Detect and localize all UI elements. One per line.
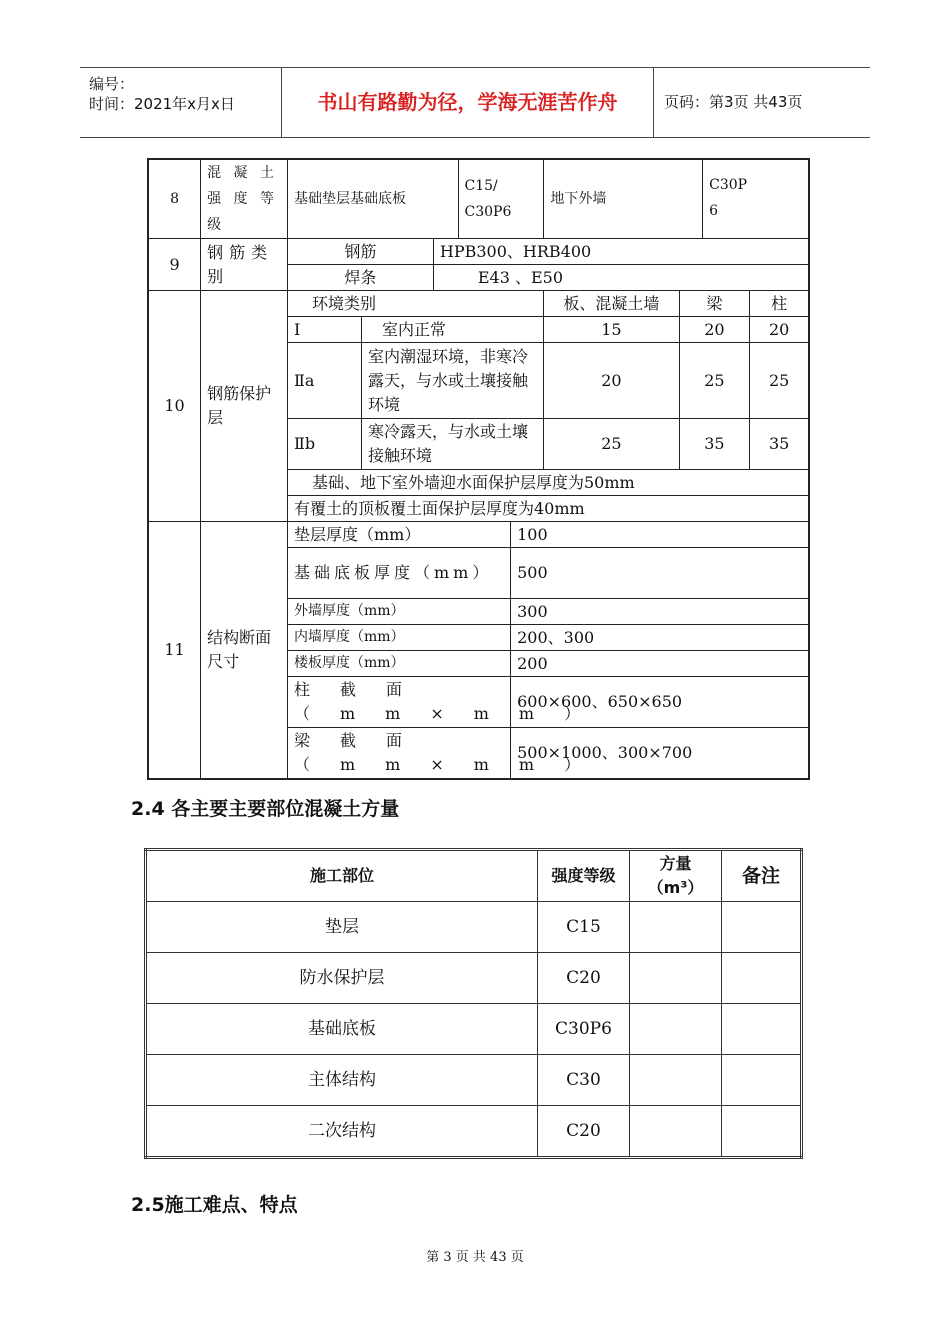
dimension-value: 300 bbox=[511, 599, 809, 625]
time-label: 时间：2021年x月x日 bbox=[89, 95, 235, 113]
table-row bbox=[148, 239, 809, 265]
env-class: Ⅱb bbox=[287, 419, 361, 470]
slab-cover: 25 bbox=[544, 419, 679, 470]
header-grade: 强度等级 bbox=[538, 850, 630, 902]
dimension-key: 内墙厚度（mm） bbox=[287, 625, 510, 651]
section-heading: 2.5施工难点、特点 bbox=[131, 1194, 298, 1216]
weld-value: E43 、E50 bbox=[433, 265, 809, 291]
header-info bbox=[80, 68, 280, 137]
table-row bbox=[146, 1055, 802, 1106]
note-cell bbox=[722, 1004, 802, 1055]
grade-cell: C20 bbox=[538, 953, 630, 1004]
env-desc: 室内正常 bbox=[361, 317, 543, 343]
beam-cover: 25 bbox=[679, 343, 750, 419]
table-row bbox=[148, 291, 809, 317]
grade-cell: C30 bbox=[538, 1055, 630, 1106]
part-cell: 二次结构 bbox=[146, 1106, 538, 1158]
grade-cell: C20 bbox=[538, 1106, 630, 1158]
env-class-header: 环境类别 bbox=[287, 291, 543, 317]
page-header bbox=[80, 67, 870, 138]
slab-header: 板、混凝土墙 bbox=[544, 291, 679, 317]
qty-cell bbox=[630, 902, 722, 953]
dimension-key: 外墙厚度（mm） bbox=[287, 599, 510, 625]
note-cell bbox=[722, 902, 802, 953]
cover-note-1: 基础、地下室外墙迎水面保护层厚度为50mm bbox=[287, 470, 809, 496]
dimension-key: 基础底板厚度（mm） bbox=[287, 548, 510, 599]
header-note: 备注 bbox=[722, 850, 802, 902]
slab-cover: 15 bbox=[544, 317, 679, 343]
row-number: 8 bbox=[148, 159, 201, 239]
dimension-value: 200、300 bbox=[511, 625, 809, 651]
dimension-value: 500×1000、300×700 bbox=[511, 728, 809, 779]
note-cell bbox=[722, 1055, 802, 1106]
qty-cell bbox=[630, 1055, 722, 1106]
column-cover: 20 bbox=[750, 317, 809, 343]
dimension-value: 500 bbox=[511, 548, 809, 599]
rebar-label: 钢筋 bbox=[287, 239, 433, 265]
row-number: 9 bbox=[148, 239, 201, 291]
section-heading: 2.4 各主要主要部位混凝土方量 bbox=[131, 798, 400, 820]
beam-cover: 20 bbox=[679, 317, 750, 343]
rebar-value: HPB300、HRB400 bbox=[433, 239, 809, 265]
table-row bbox=[146, 1004, 802, 1055]
dimension-value: 100 bbox=[511, 522, 809, 548]
env-class: Ⅰ bbox=[287, 317, 361, 343]
table-header-row bbox=[146, 850, 802, 902]
concrete-volume-table bbox=[144, 848, 803, 1159]
env-desc: 室内潮湿环境，非寒冷露天，与水或土壤接触环境 bbox=[361, 343, 543, 419]
concrete-part-1: 基础垫层基础底板 bbox=[287, 159, 458, 239]
table-row bbox=[148, 522, 809, 548]
concrete-part-2: 地下外墙 bbox=[544, 159, 703, 239]
cover-note-2: 有覆土的顶板覆土面保护层厚度为40mm bbox=[287, 496, 809, 522]
row-label: 混凝土强度等级 bbox=[201, 159, 288, 239]
table-row bbox=[146, 1106, 802, 1158]
slab-cover: 20 bbox=[544, 343, 679, 419]
row-number: 10 bbox=[148, 291, 201, 522]
dimension-key: 垫层厚度（mm） bbox=[287, 522, 510, 548]
table-row bbox=[146, 902, 802, 953]
row-label: 钢筋类别 bbox=[201, 239, 288, 291]
grade-cell: C30P6 bbox=[538, 1004, 630, 1055]
env-class: Ⅱa bbox=[287, 343, 361, 419]
env-desc: 寒冷露天，与水或土壤接触环境 bbox=[361, 419, 543, 470]
concrete-grade-1: C15/ C30P6 bbox=[458, 159, 544, 239]
weld-label: 焊条 bbox=[287, 265, 433, 291]
qty-cell bbox=[630, 1106, 722, 1158]
row-label: 钢筋保护层 bbox=[201, 291, 288, 522]
table-row bbox=[148, 159, 809, 239]
header-page-label: 页码：第3页 共43页 bbox=[664, 93, 803, 111]
column-cover: 35 bbox=[750, 419, 809, 470]
part-cell: 主体结构 bbox=[146, 1055, 538, 1106]
header-motto: 书山有路勤为径，学海无涯苦作舟 bbox=[317, 90, 618, 114]
qty-cell bbox=[630, 953, 722, 1004]
part-cell: 防水保护层 bbox=[146, 953, 538, 1004]
table-row bbox=[146, 953, 802, 1004]
dimension-key: 柱截面（mm×mm） bbox=[287, 677, 510, 728]
dimension-key: 楼板厚度（mm） bbox=[287, 651, 510, 677]
part-cell: 基础底板 bbox=[146, 1004, 538, 1055]
dimension-key: 梁截面（mm×mm） bbox=[287, 728, 510, 779]
number-label: 编号： bbox=[89, 75, 135, 93]
beam-cover: 35 bbox=[679, 419, 750, 470]
dimension-value: 200 bbox=[511, 651, 809, 677]
grade-cell: C15 bbox=[538, 902, 630, 953]
note-cell bbox=[722, 1106, 802, 1158]
dimension-value: 600×600、650×650 bbox=[511, 677, 809, 728]
qty-cell bbox=[630, 1004, 722, 1055]
header-qty: 方量（m³） bbox=[630, 850, 722, 902]
beam-header: 梁 bbox=[679, 291, 750, 317]
page-footer: 第 3 页 共 43 页 bbox=[426, 1250, 524, 1265]
concrete-grade-2: C30P 6 bbox=[703, 159, 809, 239]
column-header: 柱 bbox=[750, 291, 809, 317]
row-number: 11 bbox=[148, 522, 201, 779]
project-spec-table bbox=[147, 158, 810, 780]
note-cell bbox=[722, 953, 802, 1004]
header-part: 施工部位 bbox=[146, 850, 538, 902]
part-cell: 垫层 bbox=[146, 902, 538, 953]
row-label: 结构断面尺寸 bbox=[201, 522, 288, 779]
column-cover: 25 bbox=[750, 343, 809, 419]
